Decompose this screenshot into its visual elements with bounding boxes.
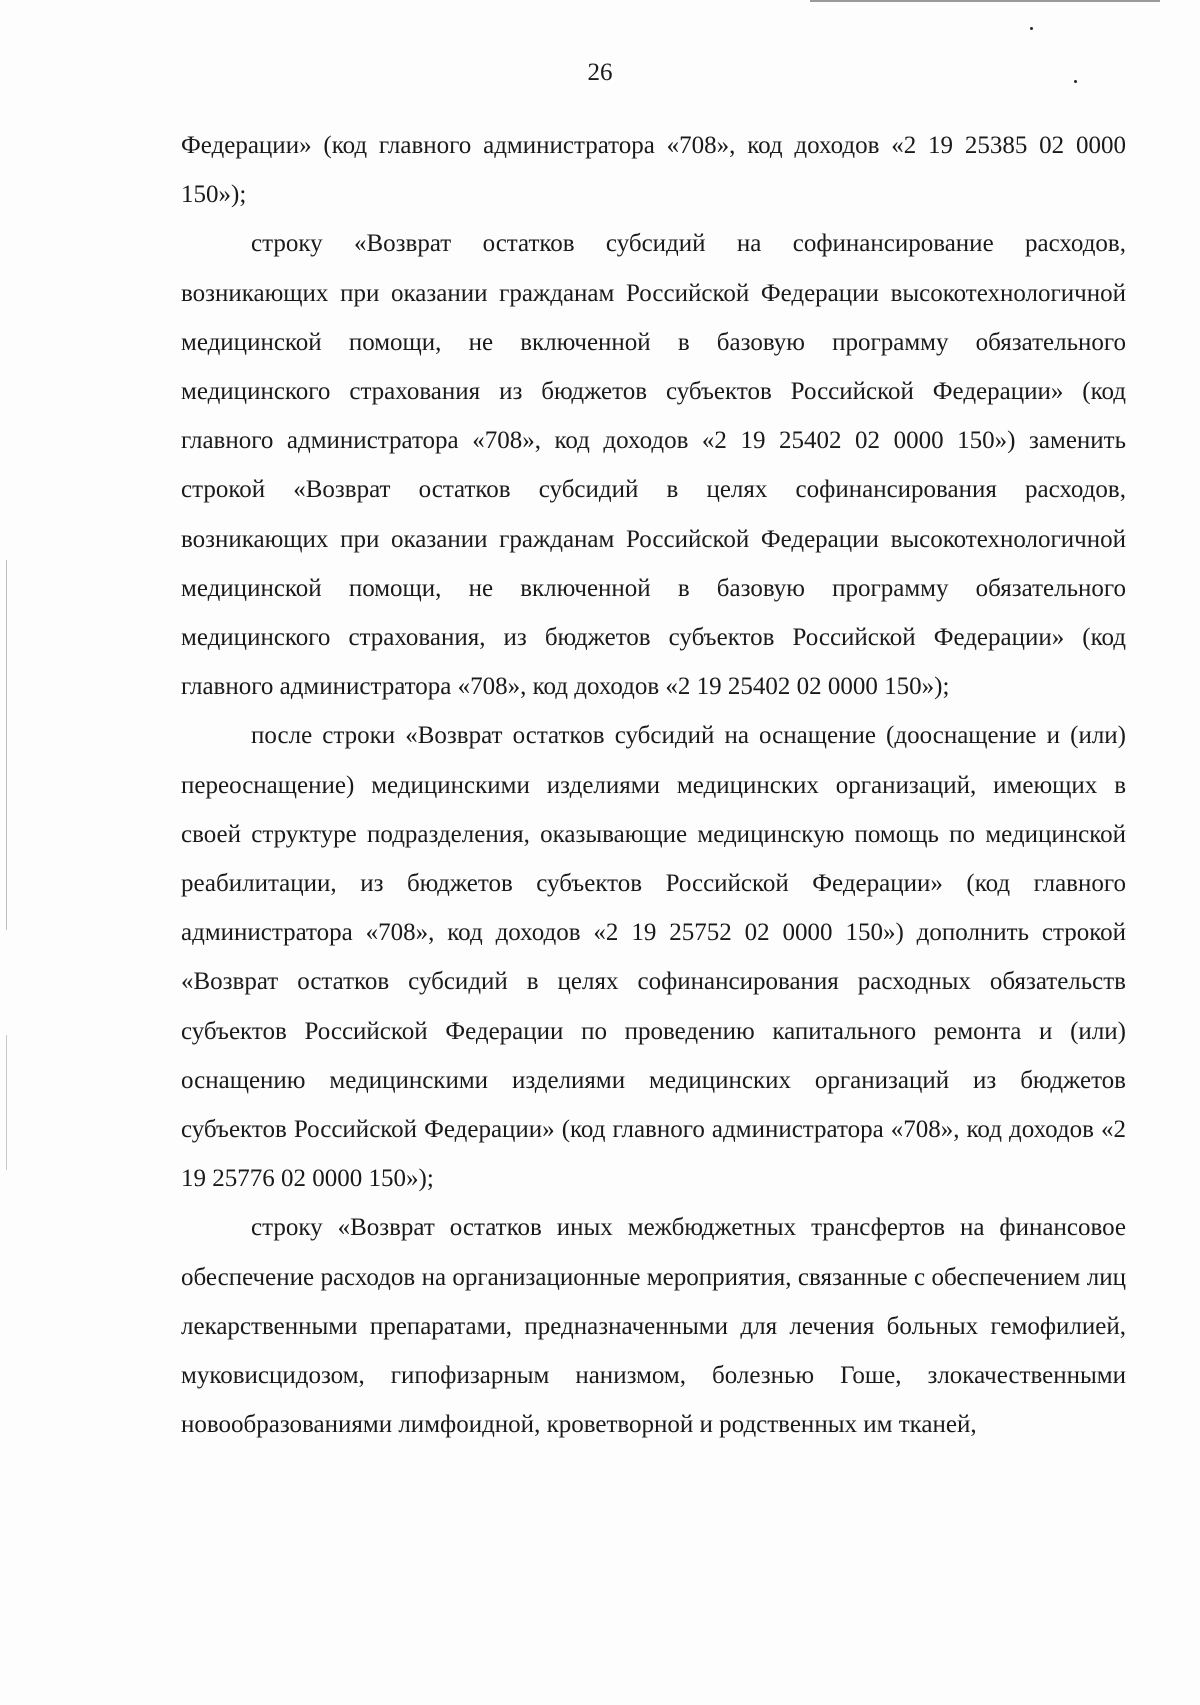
scan-artifact-left-margin-mark: [6, 1035, 7, 1170]
page-number: 26: [587, 59, 613, 86]
scan-artifact-left-margin-mark: [6, 560, 7, 930]
paragraph: строку «Возврат остатков субсидий на софинансирование расходов, возникающих при оказании гражданам Российской Федерации высокотехнологичной медицинской помощи, не включенной в базовую программу обязательного медицинского страхования из бюджетов субъектов Российской Федерации» (код главного администратора «708», код доходов «2 19 25402 02 0000 150») заменить строкой «Возврат остатков субсидий в целях софинансирования расходов, возникающих при оказании гражданам Российской Федерации высокотехнологичной медицинской помощи, не включенной в базовую программу обязательного медицинского страхования, из бюджетов субъектов Российской Федерации» (код главного администратора «708», код доходов «2 19 25402 02 0000 150»);: [181, 230, 1126, 701]
paragraph-continuation: Федерации» (код главного администратора «708», код доходов «2 19 25385 02 0000 150»);: [181, 132, 1126, 209]
scan-artifact-dot: [1030, 27, 1033, 30]
paragraph: строку «Возврат остатков иных межбюджетных трансфертов на финансовое обеспечение расходов на организационные мероприятия, связанные с обеспечением лиц лекарственными препаратами, предназначенными для лечения больных гемофилией, муковисцидозом, гипофизарным нанизмом, болезнью Гоше, злокачественными новообразованиями лимфоидной, кроветворной и родственных им тканей,: [181, 1214, 1126, 1439]
paragraph: после строки «Возврат остатков субсидий на оснащение (дооснащение и (или) переоснащение) медицинскими изделиями медицинских организаций, имеющих в своей структуре подразделения, оказывающие медицинскую помощь по медицинской реабилитации, из бюджетов субъектов Российской Федерации» (код главного администратора «708», код доходов «2 19 25752 02 0000 150») дополнить строкой «Возврат остатков субсидий в целях софинансирования расходных обязательств субъектов Российской Федерации по проведению капитального ремонта и (или) оснащению медицинскими изделиями медицинских организаций из бюджетов субъектов Российской Федерации» (код главного администратора «708», код доходов «2 19 25776 02 0000 150»);: [181, 722, 1126, 1193]
document-body: [181, 121, 1126, 1449]
scan-artifact-top-line: [810, 0, 1160, 2]
